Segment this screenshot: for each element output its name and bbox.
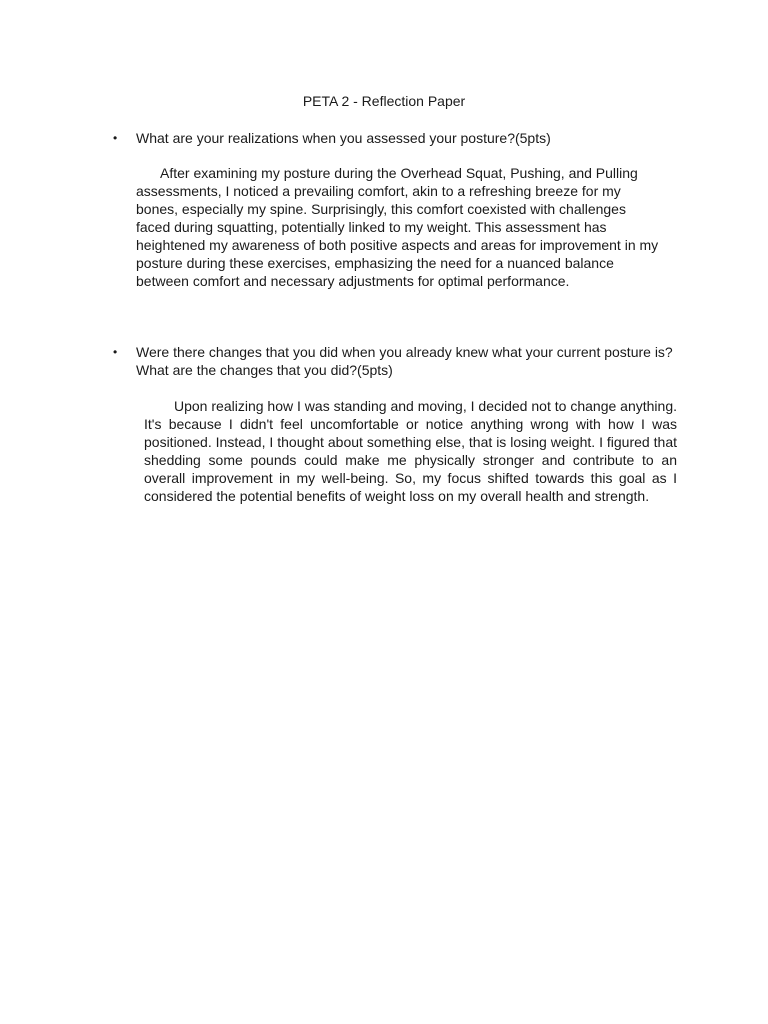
answer-2: Upon realizing how I was standing and moving, I decided not to change anything. It's because I didn't feel uncomfortable or notice anything wrong with how I was positioned. Instead, I thought about something else, that is losing weight. I figured that shedding some pounds could make me physically stronger and contribute to an overall improvement in my well-being. So, my focus shifted towards this goal as I considered the potential benefits of weight loss on my overall health and strength.: [144, 398, 677, 504]
bullet-marker: •: [113, 131, 118, 145]
page-title: PETA 2 - Reflection Paper: [302, 93, 466, 109]
bullet-marker: •: [113, 345, 118, 359]
question-1: What are your realizations when you assessed your posture?(5pts): [136, 130, 551, 146]
question-2: Were there changes that you did when you already knew what your current posture is? What are the changes that you did?(5pts): [136, 344, 673, 378]
answer-1: After examining my posture during the Overhead Squat, Pushing, and Pulling assessments, I noticed a prevailing comfort, akin to a refreshing breeze for my bones, especially my spine. Surprisingly, this comfort coexisted with challenges faced during squatting, potentially linked to my weight. This assessment has heightened my awareness of both positive aspects and areas for improvement in my posture during these exercises, emphasizing the need for a nuanced balance between comfort and necessary adjustments for optimal performance.: [136, 165, 659, 289]
